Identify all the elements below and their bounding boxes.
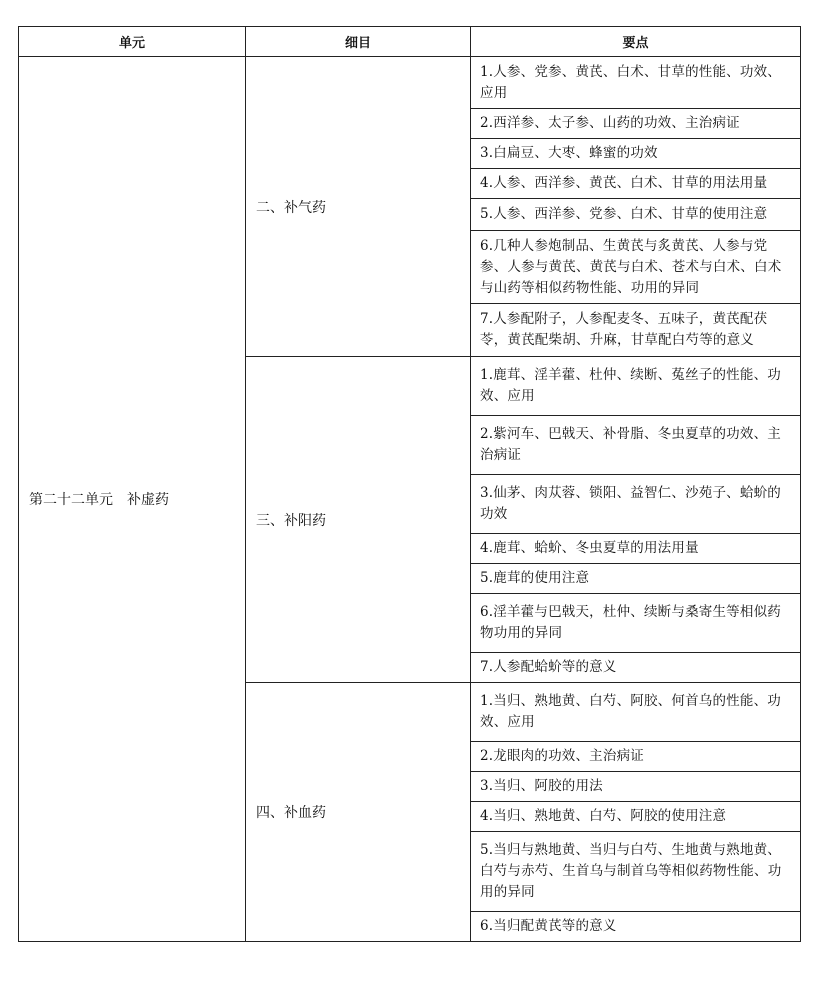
key-point: 7.人参配附子，人参配麦冬、五味子，黄芪配茯苓，黄芪配柴胡、升麻，甘草配白芍等的意义 (471, 304, 801, 357)
key-point: 3.白扁豆、大枣、蜂蜜的功效 (471, 139, 801, 169)
key-point: 2.龙眼肉的功效、主治病证 (471, 742, 801, 772)
key-point: 1.鹿茸、淫羊藿、杜仲、续断、菟丝子的性能、功效、应用 (471, 357, 801, 416)
key-point: 4.人参、西洋参、黄芪、白术、甘草的用法用量 (471, 169, 801, 199)
key-point: 5.鹿茸的使用注意 (471, 564, 801, 594)
table-row (19, 57, 801, 109)
key-point: 4.当归、熟地黄、白芍、阿胶的使用注意 (471, 802, 801, 832)
key-point: 3.仙茅、肉苁蓉、锁阳、益智仁、沙苑子、蛤蚧的功效 (471, 475, 801, 534)
key-point: 2.紫河车、巴戟天、补骨脂、冬虫夏草的功效、主治病证 (471, 416, 801, 475)
key-point: 3.当归、阿胶的用法 (471, 772, 801, 802)
key-point: 1.人参、党参、黄芪、白术、甘草的性能、功效、应用 (471, 57, 801, 109)
header-detail: 细目 (246, 27, 471, 57)
key-point: 1.当归、熟地黄、白芍、阿胶、何首乌的性能、功效、应用 (471, 683, 801, 742)
key-point: 4.鹿茸、蛤蚧、冬虫夏草的用法用量 (471, 534, 801, 564)
key-point: 6.几种人参炮制品、生黄芪与炙黄芪、人参与党参、人参与黄芪、黄芪与白术、苍术与白术、白术与山药等相似药物性能、功用的异同 (471, 231, 801, 304)
header-key-points: 要点 (471, 27, 801, 57)
unit-cell: 第二十二单元 补虚药 (19, 57, 246, 942)
section-qi-tonic: 二、补气药 (246, 57, 471, 357)
section-blood-tonic: 四、补血药 (246, 683, 471, 942)
header-row (19, 27, 801, 57)
key-point: 6.淫羊藿与巴戟天，杜仲、续断与桑寄生等相似药物功用的异同 (471, 594, 801, 653)
key-point: 5.当归与熟地黄、当归与白芍、生地黄与熟地黄、白芍与赤芍、生首乌与制首乌等相似药物性能、功用的异同 (471, 832, 801, 912)
key-point: 2.西洋参、太子参、山药的功效、主治病证 (471, 109, 801, 139)
syllabus-table (18, 26, 801, 942)
section-yang-tonic: 三、补阳药 (246, 357, 471, 683)
header-unit: 单元 (19, 27, 246, 57)
key-point: 6.当归配黄芪等的意义 (471, 912, 801, 942)
key-point: 5.人参、西洋参、党参、白术、甘草的使用注意 (471, 199, 801, 231)
key-point: 7.人参配蛤蚧等的意义 (471, 653, 801, 683)
